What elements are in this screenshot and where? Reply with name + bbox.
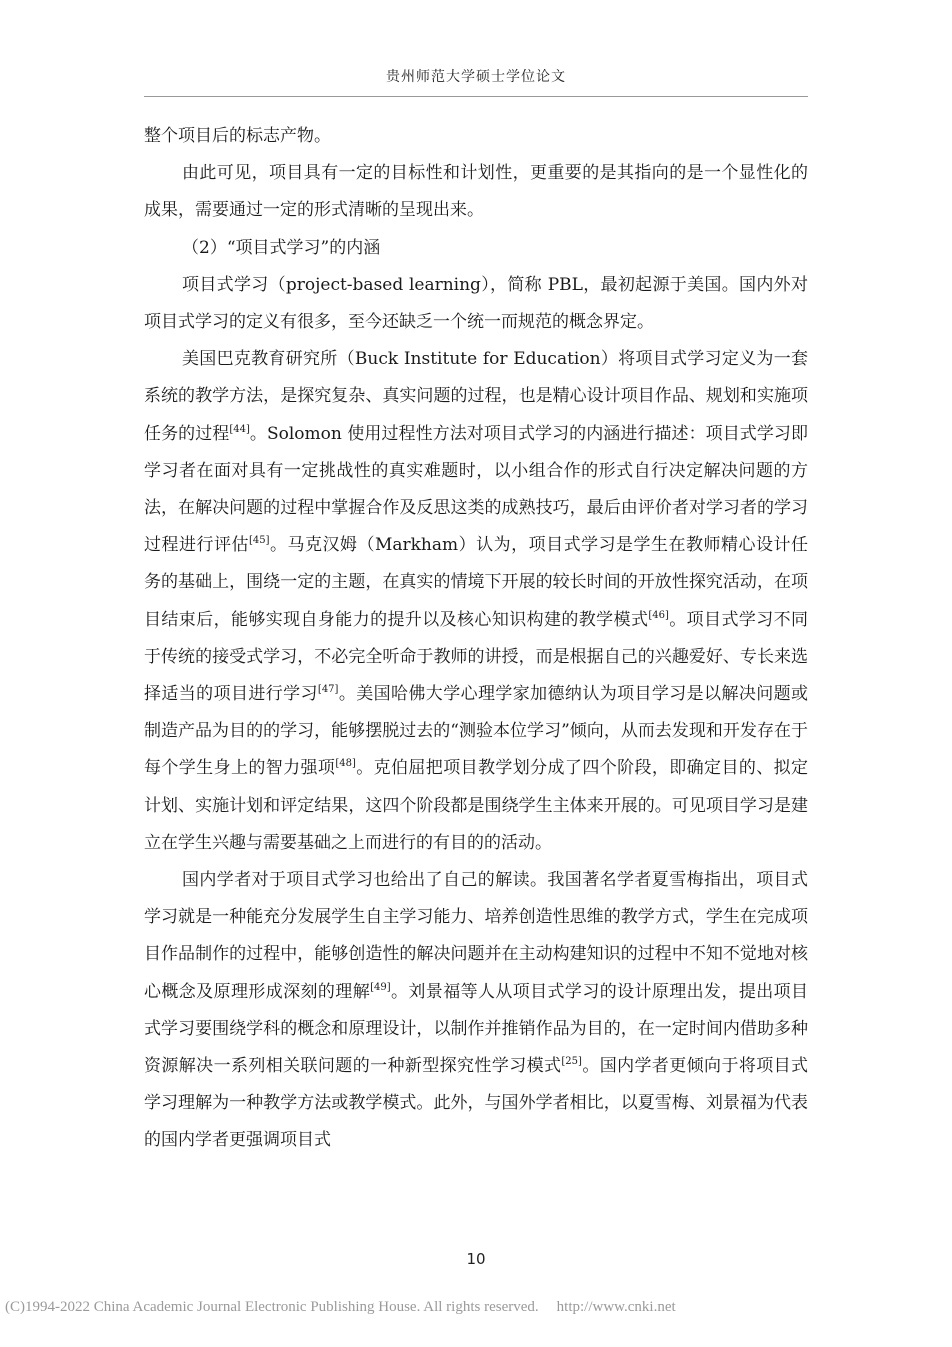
copyright-text: (C)1994-2022 China Academic Journal Electronic Publishing House. All rights reserved.: [5, 1299, 539, 1315]
body-text: [144, 118, 808, 1160]
paragraph: 项目式学习（project-based learning），简称 PBL，最初起源于美国。国内外对项目式学习的定义有很多，至今还缺乏一个统一而规范的概念界定。: [144, 274, 808, 333]
section-subheading: （2）“项目式学习”的内涵: [182, 237, 381, 258]
running-header: 贵州师范大学硕士学位论文: [386, 69, 566, 85]
text-run: 国内学者对于项目式学习也给出了自己的解读。我国著名学者夏雪梅指出，项目式学习就是一种能充分发展学生自主学习能力、培养创造性思维的教学方式，学生在完成项目作品制作的过程中，能够创造性的解决问题并在主动构建知识的过程中不知不觉地对核心概念及原理形成深刻的理解: [144, 870, 808, 1002]
text-run: 。国内学者更倾向于将项目式学习理解为一种教学方法或教学模式。此外，与国外学者相比，以夏雪梅、刘景福为代表的国内学者更强调项目式: [144, 1056, 809, 1151]
citation-ref: [44]: [229, 423, 250, 435]
text-run: 。Solomon 使用过程性方法对项目式学习的内涵进行描述：项目式学习即学习者在面对具有一定挑战性的真实难题时，以小组合作的形式自行决定解决问题的方法，在解决问题的过程中掌握合作及反思这类的成熟技巧，最后由评价者对学习者的学习过程进行评估: [144, 423, 808, 556]
text-run: 美国巴克教育研究所（Buck Institute for Education）将项目式学习定义为一套系统的教学方法，是探究复杂、真实问题的过程，也是精心设计项目作品、规划和实施项任务的过程: [144, 349, 808, 444]
citation-ref: [45]: [248, 535, 270, 547]
page-number: 10: [466, 1250, 486, 1268]
text-run: 。美国哈佛大学心理学家加德纳认为项目学习是以解决问题或制造产品为目的的学习，能够摆脱过去的“测验本位学习”倾向，从而去发现和开发存在于每个学生身上的智力强项: [144, 684, 809, 779]
citation-ref: [46]: [648, 609, 669, 621]
paragraph: [144, 341, 808, 862]
header-rule: [144, 96, 808, 97]
paragraph: 整个项目后的标志产物。: [144, 126, 331, 146]
citation-ref: [25]: [561, 1056, 582, 1068]
text-run: 。克伯屈把项目教学划分成了四个阶段，即确定目的、拟定计划、实施计划和评定结果，这四个阶段都是围绕学生主体来开展的。可见项目学习是建立在学生兴趣与需要基础之上而进行的有目的的活动。: [144, 758, 809, 853]
text-run: 。项目式学习不同于传统的接受式学习，不必完全听命于教师的讲授，而是根据自己的兴趣爱好、专长来选择适当的项目进行学习: [144, 609, 809, 705]
text-run: 。刘景福等人从项目式学习的设计原理出发，提出项目式学习要围绕学科的概念和原理设计，以制作并推销作品为目的，在一定时间内借助多种资源解决一系列相关联问题的一种新型探究性学习模式: [144, 981, 809, 1077]
citation-ref: [47]: [317, 684, 339, 696]
paragraph: 由此可见，项目具有一定的目标性和计划性，更重要的是其指向的是一个显性化的成果，需要通过一定的形式清晰的呈现出来。: [144, 163, 808, 221]
copyright-footer: [5, 1299, 945, 1316]
paragraph: [144, 862, 808, 1160]
text-run: 。马克汉姆（Markham）认为，项目式学习是学生在教师精心设计任务的基础上，围绕一定的主题，在真实的情境下开展的较长时间的开放性探究活动，在项目结束后，能够实现自身能力的提升以及核心知识构建的教学模式: [144, 535, 808, 630]
citation-ref: [48]: [335, 758, 356, 770]
footer-url: http://www.cnki.net: [556, 1299, 676, 1315]
citation-ref: [49]: [370, 981, 391, 993]
